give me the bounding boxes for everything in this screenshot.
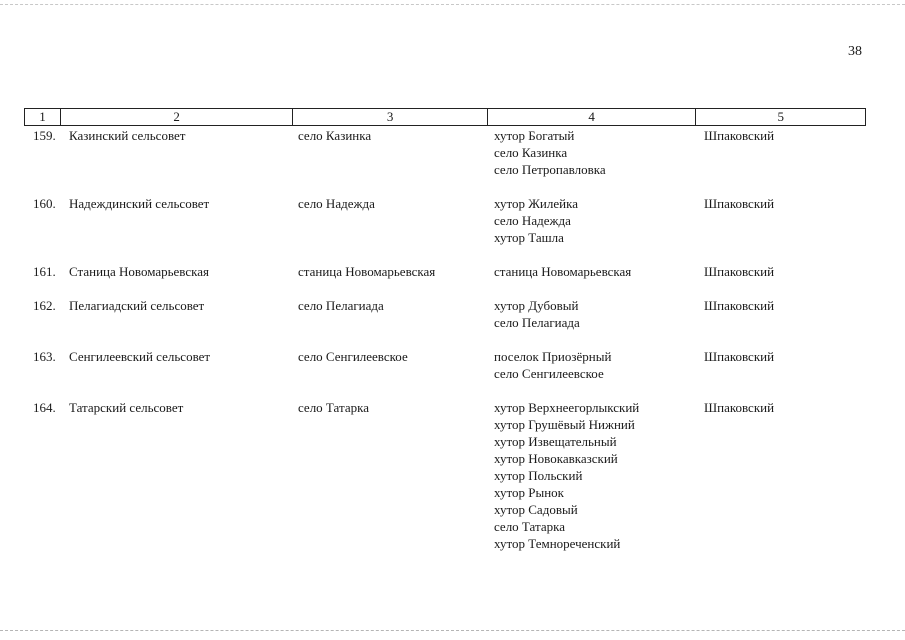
settlement-item: село Сенгилеевское (494, 366, 604, 381)
row-number: 160. (33, 196, 56, 211)
settlement-list (494, 399, 639, 552)
row-number: 161. (33, 264, 56, 279)
row-number: 164. (33, 400, 56, 415)
admin-center: село Татарка (298, 400, 369, 415)
table-header (24, 108, 866, 126)
admin-center: станица Новомарьевская (298, 264, 436, 279)
settlement-item: хутор Дубовый (494, 298, 579, 313)
column-header-2: 2 (61, 109, 293, 125)
district-name: Шпаковский (704, 298, 775, 313)
settlement-item: село Петропавловка (494, 162, 606, 177)
district-name: Шпаковский (704, 196, 775, 211)
settlement-item: хутор Рынок (494, 485, 565, 500)
district-name: Шпаковский (704, 128, 775, 143)
admin-center: село Казинка (298, 128, 372, 143)
row-number: 159. (33, 128, 56, 143)
settlement-item: хутор Грушёвый Нижний (494, 417, 635, 432)
row-number: 162. (33, 298, 56, 313)
settlement-list (494, 263, 631, 280)
district-name: Шпаковский (704, 349, 775, 364)
settlement-item: хутор Верхнеегорлыкский (494, 400, 640, 415)
settlement-list (494, 297, 580, 331)
settlement-item: хутор Польский (494, 468, 583, 483)
row-number: 163. (33, 349, 56, 364)
settlement-item: село Казинка (494, 145, 568, 160)
council-name: Татарский сельсовет (69, 400, 184, 415)
settlement-item: село Татарка (494, 519, 565, 534)
settlement-list (494, 127, 606, 178)
council-name: Станица Новомарьевская (69, 264, 209, 279)
column-header-4: 4 (488, 109, 697, 125)
settlement-item: поселок Приозёрный (494, 349, 612, 364)
settlement-item: село Надежда (494, 213, 571, 228)
district-name: Шпаковский (704, 400, 775, 415)
settlement-item: хутор Ташла (494, 230, 564, 245)
column-header-1: 1 (25, 109, 61, 125)
district-name: Шпаковский (704, 264, 775, 279)
settlement-item: хутор Темнореченский (494, 536, 621, 551)
column-header-3: 3 (293, 109, 488, 125)
settlement-list (494, 348, 611, 382)
column-header-5: 5 (777, 109, 784, 124)
settlement-item: хутор Новокавказский (494, 451, 618, 466)
council-name: Казинский сельсовет (69, 128, 186, 143)
settlement-item: хутор Извещательный (494, 434, 617, 449)
settlement-item: хутор Жилейка (494, 196, 578, 211)
council-name: Сенгилеевский сельсовет (69, 349, 211, 364)
settlement-list (494, 195, 578, 246)
admin-center: село Сенгилеевское (298, 349, 408, 364)
settlement-item: хутор Богатый (494, 128, 575, 143)
council-name: Пелагиадский сельсовет (69, 298, 205, 313)
settlement-item: село Пелагиада (494, 315, 580, 330)
settlement-item: хутор Садовый (494, 502, 578, 517)
scan-edge-bottom (0, 630, 905, 631)
admin-center: село Пелагиада (298, 298, 384, 313)
admin-center: село Надежда (298, 196, 375, 211)
scan-edge-top (0, 4, 905, 5)
page-number: 38 (848, 44, 862, 59)
settlement-item: станица Новомарьевская (494, 264, 632, 279)
council-name: Надеждинский сельсовет (69, 196, 210, 211)
